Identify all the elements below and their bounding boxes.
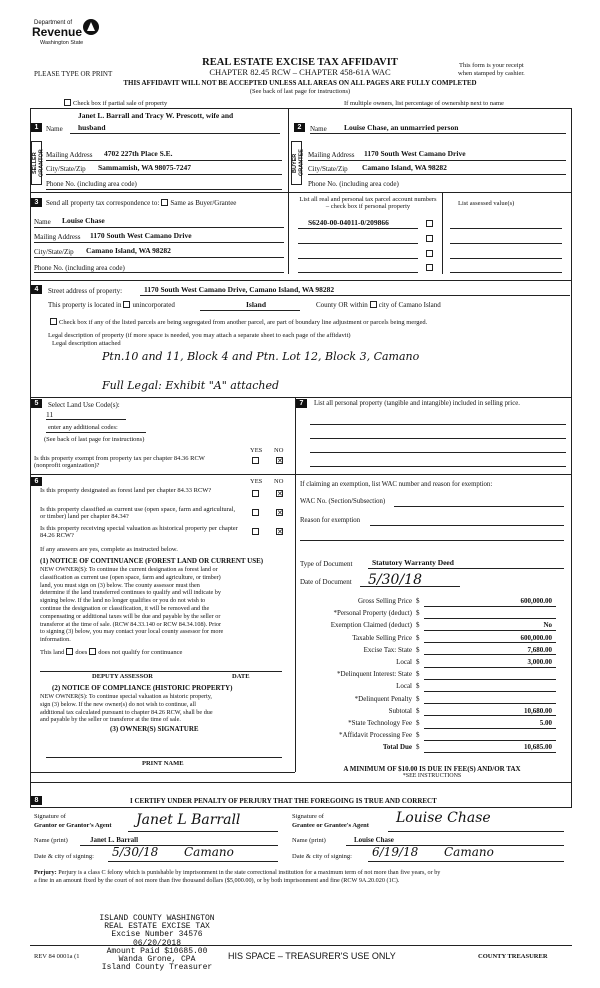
segregation-label: Check box if any of the listed parcels are being segregated from another parcel, are part of boundary line adjustment or parcels being merged. bbox=[59, 319, 428, 326]
parcel-3-checkbox[interactable] bbox=[426, 250, 433, 257]
segregation-checkbox[interactable] bbox=[50, 318, 57, 325]
tax-row-value: 10,680.00 bbox=[524, 706, 552, 715]
rev-number: REV 84 0001a (1 bbox=[34, 953, 80, 960]
tax-row-label: Total Due bbox=[382, 743, 412, 752]
section-4-badge: 4 bbox=[31, 285, 42, 294]
notice2-body bbox=[40, 693, 213, 724]
dollar-sign: $ bbox=[416, 597, 420, 605]
grantor-name: Janet L. Barrall bbox=[90, 836, 139, 844]
forest-q3: Is this property receiving special valuation as historical property per chapter 84.26 RCW? bbox=[40, 525, 238, 540]
if-yes-note: If any answers are yes, complete as instructed below. bbox=[40, 546, 178, 553]
exhibit-handwritten: Full Legal: Exhibit "A" attached bbox=[102, 379, 280, 392]
seller-name-label: Name bbox=[46, 125, 63, 133]
unincorporated-label: unincorporated bbox=[132, 301, 175, 309]
forest-no: NO bbox=[274, 478, 284, 485]
unincorporated-checkbox[interactable] bbox=[123, 301, 130, 308]
tax-corr-city: Camano Island, WA 98282 bbox=[86, 246, 171, 255]
grantee-city-handwritten: Camano bbox=[444, 845, 494, 859]
stamp-line5: Amount Paid $10685.00 bbox=[106, 946, 208, 956]
q3-yes-checkbox[interactable] bbox=[252, 528, 259, 535]
forest-yes: YES bbox=[250, 478, 263, 485]
does-label: does bbox=[75, 649, 88, 656]
county-label: County OR within bbox=[316, 301, 368, 309]
notice-line: NEW OWNER(S): To continue the current designation as forest land or bbox=[40, 566, 218, 573]
perjury-line2: a fine in an amount fixed by the court of not more than five thousand dollars ($5,000.00), or by both imprisonment and fine (RCW 9A.20.020 (1C). bbox=[34, 877, 400, 884]
dollar-sign: $ bbox=[416, 670, 420, 679]
buyer-phone-label: Phone No. (including area code) bbox=[308, 180, 399, 188]
perjury-text: Perjury is a class C felony which is punishable by imprisonment in the state correctional institution for a maximum term of not more than five years, or by bbox=[58, 869, 441, 876]
exemption-claim-label: If claiming an exemption, list WAC number and reason for exemption: bbox=[300, 481, 493, 488]
tax-row-label: *Delinquent Penalty bbox=[354, 694, 412, 703]
buyer-mail: 1170 South West Camano Drive bbox=[364, 149, 466, 158]
deputy-assessor: DEPUTY ASSESSOR bbox=[92, 673, 153, 680]
stamp-line1: ISLAND COUNTY WASHINGTON bbox=[99, 914, 215, 923]
dollar-sign: $ bbox=[416, 706, 420, 715]
see-back: (See back of last page for instructions) bbox=[249, 88, 351, 95]
grantee-sig-label-1: Signature of bbox=[292, 813, 324, 820]
stamp-line2: REAL ESTATE EXCISE TAX bbox=[104, 922, 210, 932]
seller-city-label: City/State/Zip bbox=[46, 165, 86, 173]
tax-corr-send-label: Send all property tax correspondence to: bbox=[46, 199, 160, 207]
partial-sale bbox=[62, 99, 167, 107]
located-line bbox=[48, 301, 175, 309]
seller-mail: 4702 227th Place S.E. bbox=[104, 149, 173, 158]
receipt-note-2: when stamped by cashier. bbox=[458, 70, 525, 77]
q1-no-checkbox[interactable]: ✕ bbox=[277, 490, 283, 498]
perjury-label: Perjury: bbox=[34, 869, 57, 876]
doc-date-label: Date of Document bbox=[300, 578, 352, 586]
notice-line: determine if the land transferred continues to qualify and will indicate by bbox=[40, 589, 221, 597]
section-6-badge: 6 bbox=[31, 477, 42, 486]
see-instructions: *SEE INSTRUCTIONS bbox=[402, 773, 462, 779]
q3-no-checkbox[interactable]: ✕ bbox=[277, 528, 283, 536]
tax-row-label: Local bbox=[396, 658, 412, 666]
legal-label: Legal description of property (if more space is needed, you may attach a separate sheet to each page of the affidavit) bbox=[48, 332, 351, 339]
stamp-line6: Wanda Grone, CPA bbox=[118, 955, 196, 965]
parcel-number: S6240-00-04011-0/209866 bbox=[308, 218, 389, 227]
doc-type-label: Type of Document bbox=[300, 560, 353, 568]
land-use-no: NO bbox=[274, 447, 284, 454]
dollar-sign: $ bbox=[416, 682, 420, 691]
assessor-date: DATE bbox=[232, 673, 250, 680]
tax-row-label: *Affidavit Processing Fee bbox=[339, 731, 412, 740]
legal-attached: Legal description attached bbox=[52, 340, 121, 347]
section-8-badge: 8 bbox=[31, 796, 42, 805]
tax-row-label: Taxable Selling Price bbox=[352, 633, 412, 642]
seller-side-label: SELLER GRANTOR bbox=[31, 141, 42, 185]
stamp-line7: Island County Treasurer bbox=[101, 963, 213, 973]
does-not-checkbox[interactable] bbox=[89, 648, 96, 655]
tax-row-label: Excise Tax: State bbox=[363, 645, 412, 654]
tax-row-value: 3,000.00 bbox=[527, 658, 552, 666]
dollar-sign: $ bbox=[416, 743, 420, 752]
grantor-city-handwritten: Camano bbox=[184, 845, 234, 859]
tax-row-label: Subtotal bbox=[388, 706, 412, 715]
street-value: 1170 South West Camano Drive, Camano Island, WA 98282 bbox=[144, 285, 335, 294]
does-not-label: does not qualify for continuance bbox=[98, 649, 183, 656]
same-as-buyer-label: Same as Buyer/Grantee bbox=[170, 199, 237, 207]
tax-corr-name-label: Name bbox=[34, 218, 51, 226]
doc-type: Statutory Warranty Deed bbox=[372, 558, 454, 567]
county-treasurer: COUNTY TREASURER bbox=[478, 953, 548, 960]
warning-line: THIS AFFIDAVIT WILL NOT BE ACCEPTED UNLESS ALL AREAS ON ALL PAGES ARE FULLY COMPLETED bbox=[123, 79, 477, 87]
notice-line: and payable by the seller or transferor at the time of sale. bbox=[40, 716, 181, 724]
notice-line: to signing (3) below, you may contact your local county assessor for more bbox=[40, 628, 224, 636]
dollar-sign: $ bbox=[416, 609, 420, 618]
notice-line: land, you must sign on (3) below. The county assessor must then bbox=[40, 581, 200, 589]
section-1-badge: 1 bbox=[31, 123, 42, 132]
forest-q1: Is this property designated as forest land per chapter 84.33 RCW? bbox=[40, 487, 212, 494]
stamp-line3: Excise Number 34576 bbox=[111, 930, 203, 940]
exempt-yes-checkbox[interactable] bbox=[252, 457, 259, 464]
treasurer-stamp bbox=[92, 915, 222, 972]
dollar-sign: $ bbox=[416, 731, 420, 740]
notice-line: classification as current use (open space, farm and agriculture, or timber) bbox=[40, 573, 221, 581]
segregation-line bbox=[48, 318, 427, 326]
grantee-signature: Louise Chase bbox=[396, 810, 491, 826]
this-land-label: This land bbox=[40, 649, 65, 656]
parcel-header: List all real and personal tax parcel account numbers – check box if personal property bbox=[299, 196, 437, 211]
buyer-name-label: Name bbox=[310, 125, 327, 133]
legal-handwritten: Ptn.10 and 11, Block 4 and Ptn. Lot 12, Block 3, Camano bbox=[102, 350, 420, 363]
seller-name-line1: Janet L. Barrall and Tracy W. Prescott, wife and bbox=[78, 111, 234, 120]
dollar-sign: $ bbox=[416, 694, 420, 703]
grantor-signature: Janet L Barrall bbox=[136, 812, 241, 828]
notice-line: NEW OWNER(S): To continue special valuation as historic property, bbox=[40, 693, 212, 700]
revenue-logo-icon bbox=[82, 18, 100, 36]
notice-line: compensating or additional taxes will be due and payable by the seller or bbox=[40, 612, 221, 620]
grantee-date-handwritten: 6/19/18 bbox=[372, 845, 419, 859]
street-label: Street address of property: bbox=[48, 287, 123, 295]
tax-corr-phone-label: Phone No. (including area code) bbox=[34, 264, 125, 272]
q2-no-checkbox[interactable]: ✕ bbox=[277, 509, 283, 517]
print-name: PRINT NAME bbox=[142, 760, 184, 767]
notice-line: signing below. If the land no longer qualifies or you do not wish to bbox=[40, 597, 206, 605]
seller-phone-label: Phone No. (including area code) bbox=[46, 180, 137, 188]
receipt-note-1: This form is your receipt bbox=[459, 62, 524, 69]
doc-date-handwritten: 5/30/18 bbox=[368, 572, 422, 588]
q1-yes-checkbox[interactable] bbox=[252, 490, 259, 497]
notice-line: continue the designation or classification, it will be removed and the bbox=[40, 604, 210, 612]
tax-row-label: Local bbox=[396, 682, 412, 691]
notice1-body bbox=[40, 566, 223, 644]
partial-sale-label: Check box if partial sale of property bbox=[73, 100, 168, 107]
tax-corr-mail: 1170 South West Camano Drive bbox=[90, 231, 192, 240]
please-type: PLEASE TYPE OR PRINT bbox=[34, 70, 113, 78]
this-land-line bbox=[40, 648, 182, 656]
multiple-owners: If multiple owners, list percentage of ownership next to name bbox=[344, 100, 504, 107]
stamp-line4: 06/20/2018 bbox=[132, 938, 181, 948]
land-use-see-back: (See back of last page for instructions) bbox=[44, 436, 145, 443]
dollar-sign: $ bbox=[416, 719, 420, 727]
personal-prop-label: List all personal property (tangible and intangible) included in selling price. bbox=[314, 400, 520, 407]
tax-corr-send bbox=[46, 199, 236, 207]
city-label: city of Camano Island bbox=[378, 301, 441, 309]
tax-row-value: No bbox=[543, 621, 552, 630]
seller-mail-label: Mailing Address bbox=[46, 151, 93, 159]
dollar-sign: $ bbox=[416, 645, 420, 654]
grantor-sig-label-1: Signature of bbox=[34, 813, 66, 820]
city-checkbox[interactable] bbox=[370, 301, 377, 308]
additional-codes: enter any additional codes: bbox=[48, 424, 118, 431]
notice-line: information. bbox=[40, 636, 71, 644]
minimum-note: A MINIMUM OF $10.00 IS DUE IN FEE(S) AND/OR TAX bbox=[343, 765, 521, 773]
section-7-badge: 7 bbox=[296, 399, 307, 408]
buyer-city: Camano Island, WA 98282 bbox=[362, 163, 447, 172]
county-value: Island bbox=[246, 300, 267, 309]
owner-signature: (3) OWNER(S) SIGNATURE bbox=[110, 725, 199, 733]
section-5-badge: 5 bbox=[31, 399, 42, 408]
tax-corr-city-label: City/State/Zip bbox=[34, 248, 74, 256]
q2-yes-checkbox[interactable] bbox=[252, 509, 259, 516]
exempt-question: Is this property exempt from property tax per chapter 84.36 RCW (nonprofit organization)? bbox=[34, 455, 205, 470]
buyer-side-label: BUYER GRANTEE bbox=[291, 141, 302, 185]
perjury-line1 bbox=[34, 869, 440, 876]
tax-row-label: *Delinquent Interest: State bbox=[336, 670, 412, 679]
form-title: REAL ESTATE EXCISE TAX AFFIDAVIT bbox=[202, 57, 398, 68]
tax-row-label: *State Technology Fee bbox=[348, 719, 412, 727]
grantor-date-label: Date & city of signing: bbox=[34, 853, 94, 860]
notice-line: additional tax calculated pursuant to chapter 84.26 RCW, shall be due bbox=[40, 708, 213, 716]
grantee-date-label: Date & city of signing: bbox=[292, 853, 352, 860]
grantee-sig-label-2: Grantee or Grantee's Agent bbox=[292, 822, 369, 829]
tax-row-label: Gross Selling Price bbox=[357, 597, 412, 605]
section-3-badge: 3 bbox=[31, 198, 42, 207]
tax-row-value: 600,000.00 bbox=[520, 633, 552, 642]
buyer-name: Louise Chase, an unmarried person bbox=[344, 123, 459, 132]
grantor-date-handwritten: 5/30/18 bbox=[112, 845, 159, 859]
buyer-city-label: City/State/Zip bbox=[308, 165, 348, 173]
dollar-sign: $ bbox=[416, 633, 420, 642]
land-use-code: 11 bbox=[46, 410, 54, 419]
partial-sale-checkbox[interactable] bbox=[64, 99, 71, 106]
select-land-use: Select Land Use Code(s): bbox=[48, 401, 120, 409]
agency-logo bbox=[30, 18, 110, 52]
seller-city: Sammamish, WA 98075-7247 bbox=[98, 163, 191, 172]
grantee-name: Louise Chase bbox=[354, 836, 394, 844]
agency-line3: Washington State bbox=[40, 40, 84, 46]
tax-row-value: 10,685.00 bbox=[524, 743, 552, 752]
tax-corr-mail-label: Mailing Address bbox=[34, 233, 81, 241]
assessed-label: List assessed value(s) bbox=[458, 200, 515, 207]
notice-line: transferor at the time of sale. (RCW 84.33.140 or RCW 84.34.108). Prior bbox=[40, 620, 222, 628]
land-use-yes: YES bbox=[250, 447, 263, 454]
does-checkbox[interactable] bbox=[66, 648, 73, 655]
treasurer-space: HIS SPACE – TREASURER'S USE ONLY bbox=[228, 951, 396, 961]
certify-text: I CERTIFY UNDER PENALTY OF PERJURY THAT THE FOREGOING IS TRUE AND CORRECT bbox=[130, 797, 437, 805]
seller-name-line2: husband bbox=[78, 123, 106, 132]
notice1-title: (1) NOTICE OF CONTINUANCE (FOREST LAND OR CURRENT USE) bbox=[40, 557, 264, 565]
chapter-line: CHAPTER 82.45 RCW – CHAPTER 458-61A WAC bbox=[209, 67, 391, 77]
agency-line1: Department of bbox=[34, 20, 73, 26]
tax-row-label: Exemption Claimed (deduct) bbox=[330, 621, 412, 630]
county-city bbox=[316, 301, 441, 309]
notice-line: sign (3) below. If the new owner(s) do not wish to continue, all bbox=[40, 700, 196, 708]
wac-label: WAC No. (Section/Subsection) bbox=[300, 498, 386, 505]
dollar-sign: $ bbox=[416, 621, 420, 630]
dollar-sign: $ bbox=[416, 658, 420, 666]
buyer-mail-label: Mailing Address bbox=[308, 151, 355, 159]
forest-q2: Is this property classified as current use (open space, farm and agricultural, or timber) land per chapter 84.34? bbox=[40, 506, 236, 521]
agency-line2: Revenue bbox=[32, 25, 83, 39]
tax-row-label: *Personal Property (deduct) bbox=[333, 609, 412, 618]
same-as-buyer-checkbox[interactable] bbox=[161, 199, 168, 206]
tax-corr-name: Louise Chase bbox=[62, 216, 105, 225]
parcel-4-checkbox[interactable] bbox=[426, 264, 433, 271]
parcel-1-checkbox[interactable] bbox=[426, 220, 433, 227]
grantor-sig-label-2: Grantor or Grantor's Agent bbox=[34, 822, 112, 829]
tax-row-value: 7,680.00 bbox=[527, 645, 552, 654]
reason-label: Reason for exemption bbox=[300, 517, 361, 524]
grantee-name-label: Name (print) bbox=[292, 837, 326, 844]
tax-row-value: 600,000.00 bbox=[520, 597, 552, 605]
section-2-badge: 2 bbox=[294, 123, 305, 132]
parcel-2-checkbox[interactable] bbox=[426, 235, 433, 242]
grantor-name-label: Name (print) bbox=[34, 837, 68, 844]
tax-row-value: 5.00 bbox=[539, 719, 552, 727]
notice2-title: (2) NOTICE OF COMPLIANCE (HISTORIC PROPERTY) bbox=[52, 684, 233, 692]
located-label: This property is located in bbox=[48, 301, 122, 309]
exempt-no-checkbox[interactable]: ✕ bbox=[277, 457, 283, 465]
